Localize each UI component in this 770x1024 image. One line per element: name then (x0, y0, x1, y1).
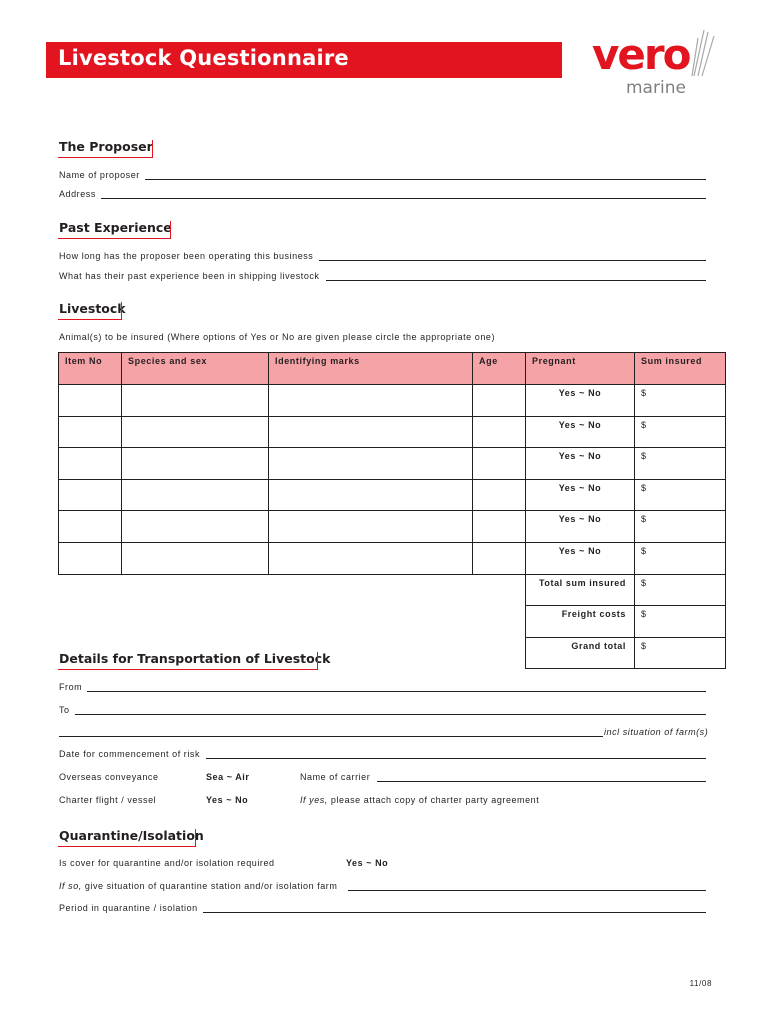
experience-q1-label: How long has the proposer been operating this business (59, 251, 314, 261)
quarantine-q2-italic: If so, (59, 881, 82, 891)
footer-date: 11/08 (689, 979, 712, 988)
species-cell[interactable] (122, 479, 269, 511)
name-label: Name of proposer (59, 170, 140, 180)
section-title-transport: Details for Transportation of Livestock (59, 651, 331, 666)
experience-q2-field[interactable] (326, 280, 706, 281)
date-field[interactable] (206, 758, 706, 759)
address-label: Address (59, 189, 96, 199)
marks-cell[interactable] (269, 416, 473, 448)
section-title-experience: Past Experience (59, 220, 172, 235)
overseas-label: Overseas conveyance (59, 772, 159, 782)
farm-note: incl situation of farm(s) (604, 727, 709, 737)
charter-note-text: please attach copy of charter party agreement (327, 795, 540, 805)
section-bracket (58, 140, 153, 158)
header-item-no: Item No (59, 353, 122, 385)
age-cell[interactable] (473, 511, 526, 543)
quarantine-q3-label: Period in quarantine / isolation (59, 903, 198, 913)
charter-note (300, 795, 539, 805)
marks-cell[interactable] (269, 479, 473, 511)
species-cell[interactable] (122, 542, 269, 574)
date-label: Date for commencement of risk (59, 749, 200, 759)
species-cell[interactable] (122, 385, 269, 417)
livestock-table (58, 352, 726, 669)
freight-costs-cell[interactable]: $ (635, 606, 726, 638)
section-title-livestock: Livestock (59, 301, 126, 316)
quarantine-q1-label: Is cover for quarantine and/or isolation required (59, 858, 275, 868)
total-row (59, 574, 726, 606)
item-no-cell[interactable] (59, 385, 122, 417)
quarantine-q2-field[interactable] (348, 890, 706, 891)
age-cell[interactable] (473, 542, 526, 574)
charter-label: Charter flight / vessel (59, 795, 157, 805)
to-field[interactable] (75, 714, 706, 715)
name-field[interactable] (145, 179, 706, 180)
page-title: Livestock Questionnaire (58, 46, 349, 70)
wheat-logo-icon (688, 28, 722, 80)
farm-field[interactable] (59, 736, 603, 737)
table-row (59, 511, 726, 543)
age-cell[interactable] (473, 479, 526, 511)
section-title-proposer: The Proposer (59, 139, 153, 154)
marks-cell[interactable] (269, 448, 473, 480)
pregnant-cell[interactable]: Yes ~ No (526, 448, 635, 480)
section-bracket (58, 829, 196, 847)
sum-cell[interactable]: $ (635, 448, 726, 480)
section-bracket (58, 302, 122, 320)
table-row (59, 416, 726, 448)
section-bracket (58, 221, 171, 239)
table-header-row (59, 353, 726, 385)
carrier-label: Name of carrier (300, 772, 371, 782)
total-sum-label: Total sum insured (526, 574, 635, 606)
pregnant-cell[interactable]: Yes ~ No (526, 511, 635, 543)
species-cell[interactable] (122, 511, 269, 543)
quarantine-q1-option[interactable]: Yes ~ No (346, 858, 389, 868)
quarantine-q2-label (59, 881, 337, 891)
header-pregnant: Pregnant (526, 353, 635, 385)
to-label: To (59, 705, 70, 715)
item-no-cell[interactable] (59, 511, 122, 543)
quarantine-q3-field[interactable] (203, 912, 706, 913)
header-age: Age (473, 353, 526, 385)
table-row (59, 479, 726, 511)
species-cell[interactable] (122, 416, 269, 448)
table-row (59, 448, 726, 480)
section-bracket (58, 652, 318, 670)
experience-q1-field[interactable] (319, 260, 706, 261)
livestock-intro: Animal(s) to be insured (Where options of Yes or No are given please circle the appropriate one) (59, 332, 496, 342)
sum-cell[interactable]: $ (635, 416, 726, 448)
overseas-option[interactable]: Sea ~ Air (206, 772, 250, 782)
grand-total-label: Grand total (526, 637, 635, 669)
item-no-cell[interactable] (59, 448, 122, 480)
table-row (59, 385, 726, 417)
total-row (59, 606, 726, 638)
grand-total-cell[interactable]: $ (635, 637, 726, 669)
age-cell[interactable] (473, 385, 526, 417)
item-no-cell[interactable] (59, 542, 122, 574)
from-field[interactable] (87, 691, 706, 692)
sum-cell[interactable]: $ (635, 385, 726, 417)
table-row (59, 542, 726, 574)
sum-cell[interactable]: $ (635, 542, 726, 574)
pregnant-cell[interactable]: Yes ~ No (526, 416, 635, 448)
from-label: From (59, 682, 83, 692)
item-no-cell[interactable] (59, 479, 122, 511)
pregnant-cell[interactable]: Yes ~ No (526, 479, 635, 511)
carrier-field[interactable] (377, 781, 706, 782)
charter-option[interactable]: Yes ~ No (206, 795, 249, 805)
experience-q2-label: What has their past experience been in shipping livestock (59, 271, 320, 281)
pregnant-cell[interactable]: Yes ~ No (526, 542, 635, 574)
address-field[interactable] (101, 198, 706, 199)
sum-cell[interactable]: $ (635, 511, 726, 543)
header-marks: Identifying marks (269, 353, 473, 385)
age-cell[interactable] (473, 416, 526, 448)
freight-costs-label: Freight costs (526, 606, 635, 638)
total-sum-cell[interactable]: $ (635, 574, 726, 606)
species-cell[interactable] (122, 448, 269, 480)
vero-logo-sub: marine (626, 78, 686, 98)
marks-cell[interactable] (269, 542, 473, 574)
marks-cell[interactable] (269, 385, 473, 417)
charter-note-italic: If yes, (300, 795, 328, 805)
pregnant-cell[interactable]: Yes ~ No (526, 385, 635, 417)
section-title-quarantine: Quarantine/Isolation (59, 828, 204, 843)
header-sum: Sum insured (635, 353, 726, 385)
marks-cell[interactable] (269, 511, 473, 543)
header-species: Species and sex (122, 353, 269, 385)
item-no-cell[interactable] (59, 416, 122, 448)
vero-logo-word: vero (592, 30, 690, 79)
sum-cell[interactable]: $ (635, 479, 726, 511)
quarantine-q2-text: give situation of quarantine station and/or isolation farm (81, 881, 338, 891)
age-cell[interactable] (473, 448, 526, 480)
